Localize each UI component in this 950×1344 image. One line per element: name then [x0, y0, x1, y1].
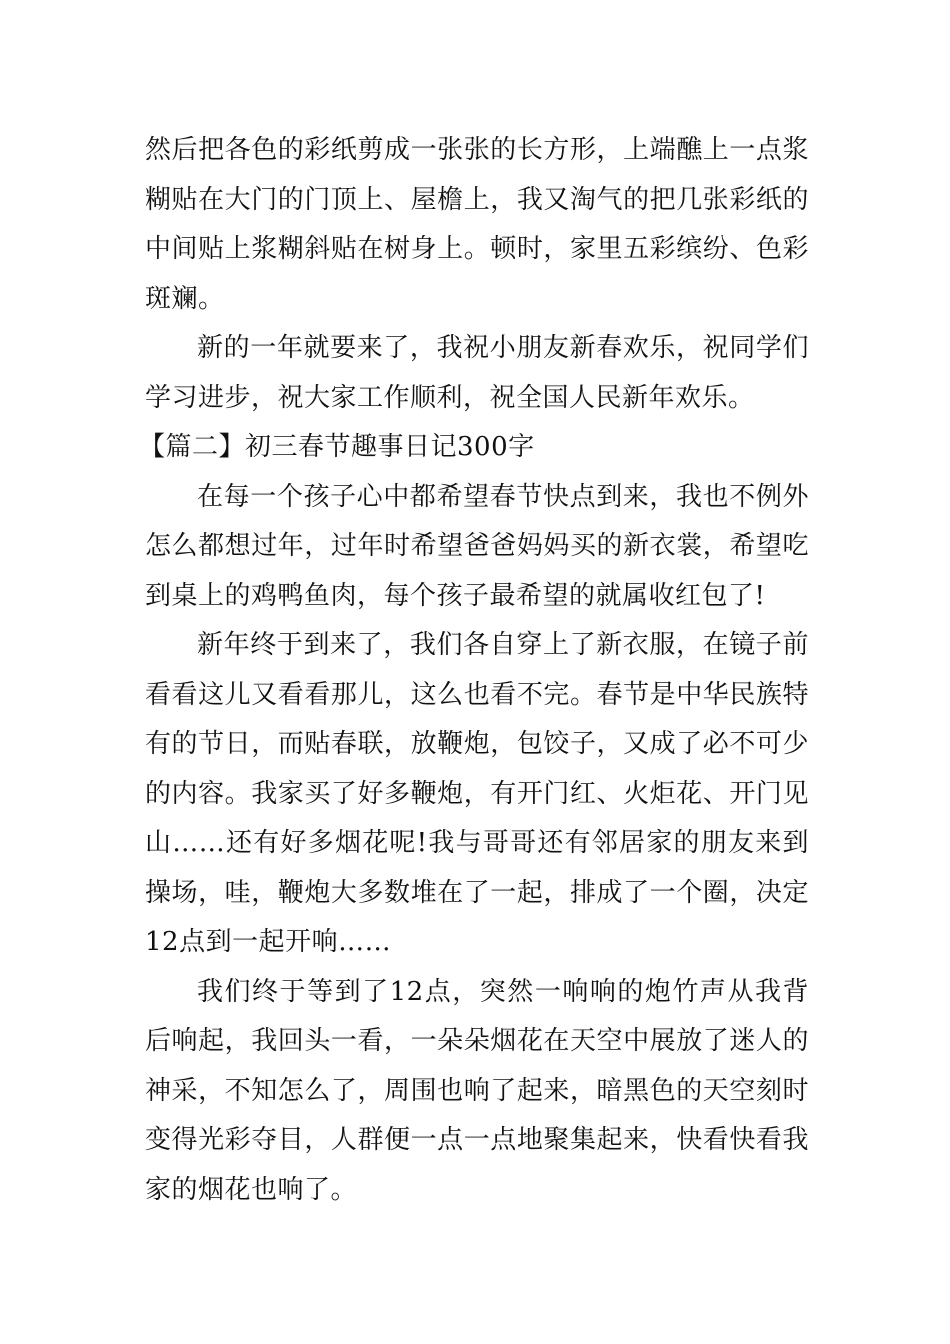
section-paragraph-3: 我们终于等到了12点，突然一响响的炮竹声从我背后响起，我回头一看，一朵朵烟花在天空中展放了迷人的神采，不知怎么了，周围也响了起来，暗黑色的天空刻时变得光彩夺目，人群便一点一点地聚集起来，快看快看我家的烟花也响了。	[145, 976, 809, 1205]
section-paragraph-1: 在每一个孩子心中都希望春节快点到来，我也不例外怎么都想过年，过年时希望爸爸妈妈买的新衣裳，希望吃到桌上的鸡鸭鱼肉，每个孩子最希望的就属收红包了!	[145, 481, 809, 611]
document-body	[139, 126, 809, 1215]
section-paragraph-2: 新年终于到来了，我们各自穿上了新衣服，在镜子前看看这儿又看看那儿，这么也看不完。春节是中华民族特有的节日，而贴春联，放鞭炮，包饺子，又成了必不可少的内容。我家买了好多鞭炮，有开门红、火炬花、开门见山……还有好多烟花呢!我与哥哥还有邻居家的朋友来到操场，哇，鞭炮大多数堆在了一起，排成了一个圈，决定12点到一起开响……	[145, 630, 809, 957]
paragraph-2: 新的一年就要来了，我祝小朋友新春欢乐，祝同学们学习进步，祝大家工作顺利，祝全国人民新年欢乐。	[145, 333, 809, 413]
section-heading: 【篇二】初三春节趣事日记300字	[139, 432, 535, 462]
paragraph-1: 然后把各色的彩纸剪成一张张的长方形，上端醮上一点浆糊贴在大门的门顶上、屋檐上，我又淘气的把几张彩纸的中间贴上浆糊斜贴在树身上。顿时，家里五彩缤纷、色彩斑斓。	[145, 135, 809, 314]
